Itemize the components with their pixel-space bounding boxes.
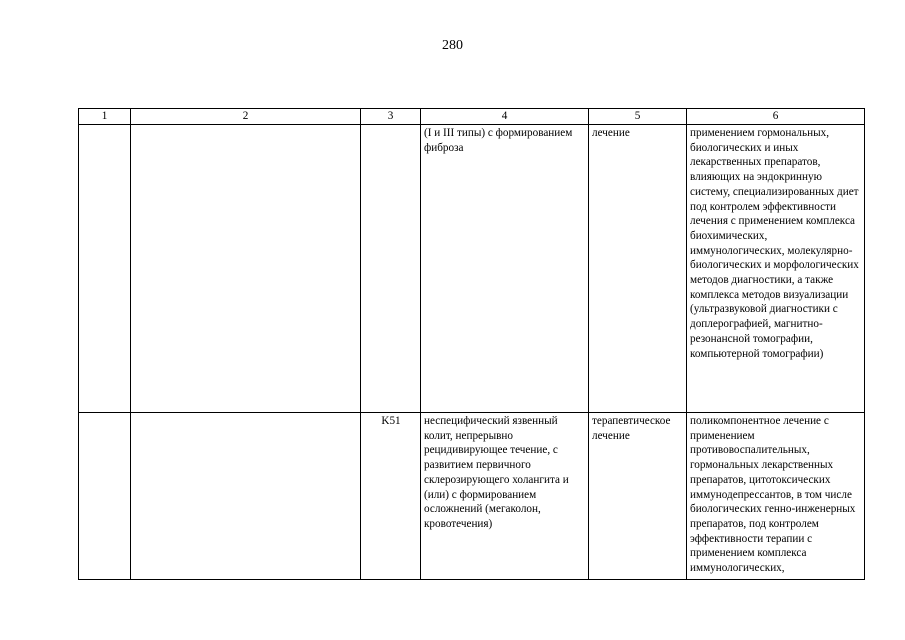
- cell-col1: [79, 125, 131, 413]
- column-header-3: 3: [361, 109, 421, 125]
- cell-col1: [79, 413, 131, 580]
- cell-condition: (I и III типы) с формированием фиброза: [421, 125, 589, 413]
- cell-treatment-type: терапевтическое лечение: [589, 413, 687, 580]
- column-header-4: 4: [421, 109, 589, 125]
- column-header-6: 6: [687, 109, 865, 125]
- cell-diagnosis-code: K51: [361, 413, 421, 580]
- column-header-1: 1: [79, 109, 131, 125]
- cell-treatment-method: применением гормональных, биологических и иных лекарственных препаратов, влияющих на эндокринную систему, специализированных диет под контролем эффективности лечения с применением комплекса биохимических, иммунологических, молекулярно-биологических и морфологических методов диагностики, а также комплекса методов визуализации (ультразвуковой диагностики с доплерографией, магнитно-резонансной томографии, компьютерной томографии): [687, 125, 865, 413]
- cell-col2: [131, 125, 361, 413]
- table-row: [79, 413, 865, 580]
- cell-treatment-type: лечение: [589, 125, 687, 413]
- cell-col2: [131, 413, 361, 580]
- column-number-row: [79, 109, 865, 125]
- table-row: [79, 125, 865, 413]
- column-header-2: 2: [131, 109, 361, 125]
- cell-diagnosis-code: [361, 125, 421, 413]
- cell-condition: неспецифический язвенный колит, непрерывно рецидивирующее течение, с развитием первичного склерозирующего холангита и (или) с формированием осложнений (мегаколон, кровотечения): [421, 413, 589, 580]
- page-number: 280: [442, 38, 463, 53]
- cell-treatment-method: поликомпонентное лечение с применением противовоспалительных, гормональных лекарственных препаратов, цитотоксических иммунодепрессантов, в том числе биологических генно-инженерных препаратов, под контролем эффективности терапии с применением комплекса иммунологических,: [687, 413, 865, 580]
- column-header-5: 5: [589, 109, 687, 125]
- medical-care-table: [78, 108, 865, 580]
